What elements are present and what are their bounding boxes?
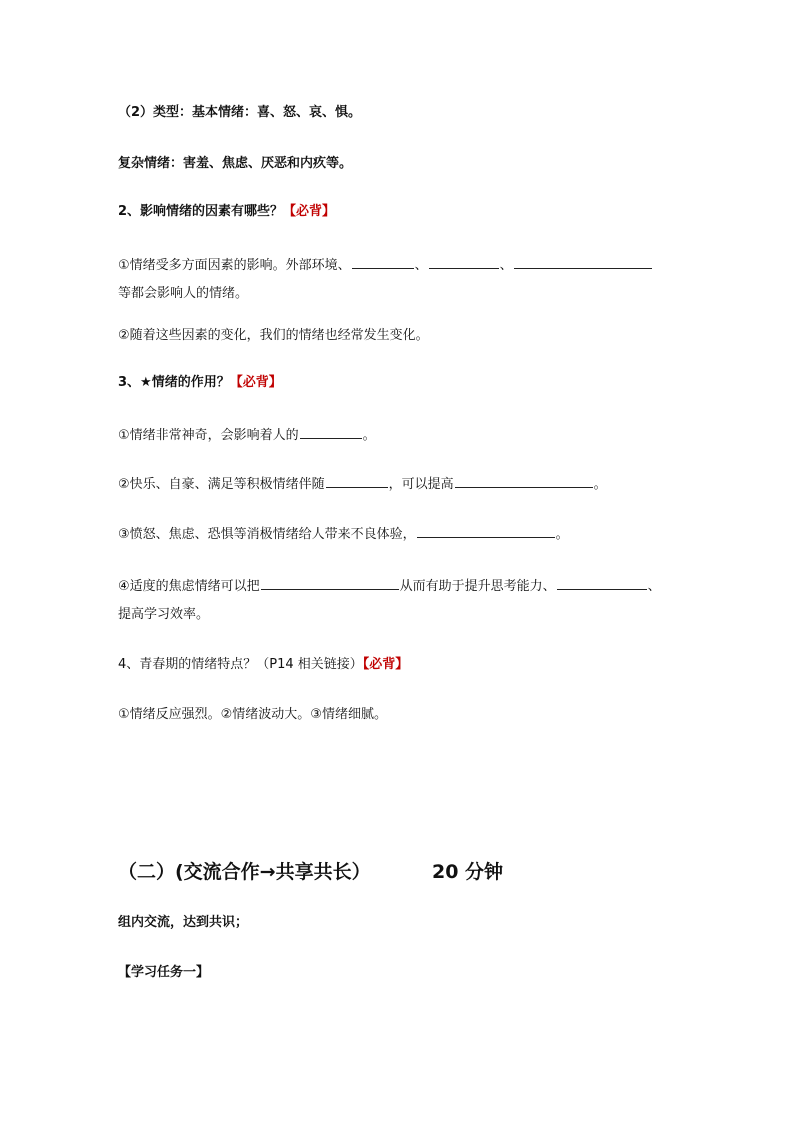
q4-title bbox=[118, 656, 408, 674]
section2-heading: （二）(交流合作→共享共长） bbox=[118, 861, 371, 883]
q2-item1-end: 等都会影响人的情绪。 bbox=[118, 286, 249, 301]
q4-item1: ①情绪反应强烈。②情绪波动大。③情绪细腻。 bbox=[118, 707, 387, 722]
q3-item3-text: ③愤怒、焦虑、恐惧等消极情绪给人带来不良体验， bbox=[118, 527, 416, 542]
types-complex: 复杂情绪：害羞、焦虑、厌恶和内疚等。 bbox=[118, 156, 353, 171]
must-memorize-tag: 【必背】 bbox=[283, 204, 336, 219]
section2-time: 20 分钟 bbox=[432, 861, 504, 883]
q3-title-text: 3、★情绪的作用？ bbox=[118, 375, 230, 390]
section2-instruction: 组内交流，达到共识； bbox=[118, 915, 249, 930]
blank-field[interactable] bbox=[429, 255, 499, 269]
q4-title-text: 4、青春期的情绪特点？（P14 相关链接） bbox=[118, 657, 363, 672]
q3-item3 bbox=[118, 524, 569, 544]
q3-item4-text: ④适度的焦虑情绪可以把 bbox=[118, 579, 260, 594]
q2-title-text: 2、影响情绪的因素有哪些？ bbox=[118, 204, 284, 219]
q2-item1 bbox=[118, 255, 653, 275]
q3-title bbox=[118, 374, 282, 392]
q3-item2-text: ②快乐、自豪、满足等积极情绪伴随 bbox=[118, 477, 325, 492]
blank-field[interactable] bbox=[455, 474, 593, 488]
blank-field[interactable] bbox=[300, 425, 362, 439]
q2-title bbox=[118, 203, 335, 221]
separator: 、 bbox=[414, 258, 428, 273]
punct: 。 bbox=[593, 477, 607, 492]
q3-item1-text: ①情绪非常神奇，会影响着人的 bbox=[118, 428, 299, 443]
blank-field[interactable] bbox=[557, 576, 647, 590]
blank-field[interactable] bbox=[261, 576, 399, 590]
punct: 。 bbox=[362, 428, 376, 443]
blank-field[interactable] bbox=[417, 524, 555, 538]
punct: 。 bbox=[555, 527, 569, 542]
types-basic: （2）类型：基本情绪：喜、怒、哀、惧。 bbox=[118, 105, 362, 120]
q2-item1-text: ①情绪受多方面因素的影响。外部环境、 bbox=[118, 258, 351, 273]
learning-task-one: 【学习任务一】 bbox=[118, 965, 210, 980]
blank-field[interactable] bbox=[326, 474, 388, 488]
separator: 、 bbox=[499, 258, 513, 273]
q3-item4-cont: 提高学习效率。 bbox=[118, 607, 210, 622]
punct: 、 bbox=[647, 579, 661, 594]
q3-item4-mid: 从而有助于提升思考能力、 bbox=[399, 579, 556, 594]
q3-item1 bbox=[118, 425, 376, 445]
q3-item2-mid: ，可以提高 bbox=[388, 477, 454, 492]
q2-item2: ②随着这些因素的变化，我们的情绪也经常发生变化。 bbox=[118, 328, 429, 343]
blank-field[interactable] bbox=[352, 255, 414, 269]
q3-item4 bbox=[118, 576, 661, 596]
blank-field[interactable] bbox=[514, 255, 652, 269]
must-memorize-tag: 【必背】 bbox=[229, 375, 282, 390]
must-memorize-tag: 【必背】 bbox=[362, 657, 409, 672]
q3-item2 bbox=[118, 474, 607, 494]
